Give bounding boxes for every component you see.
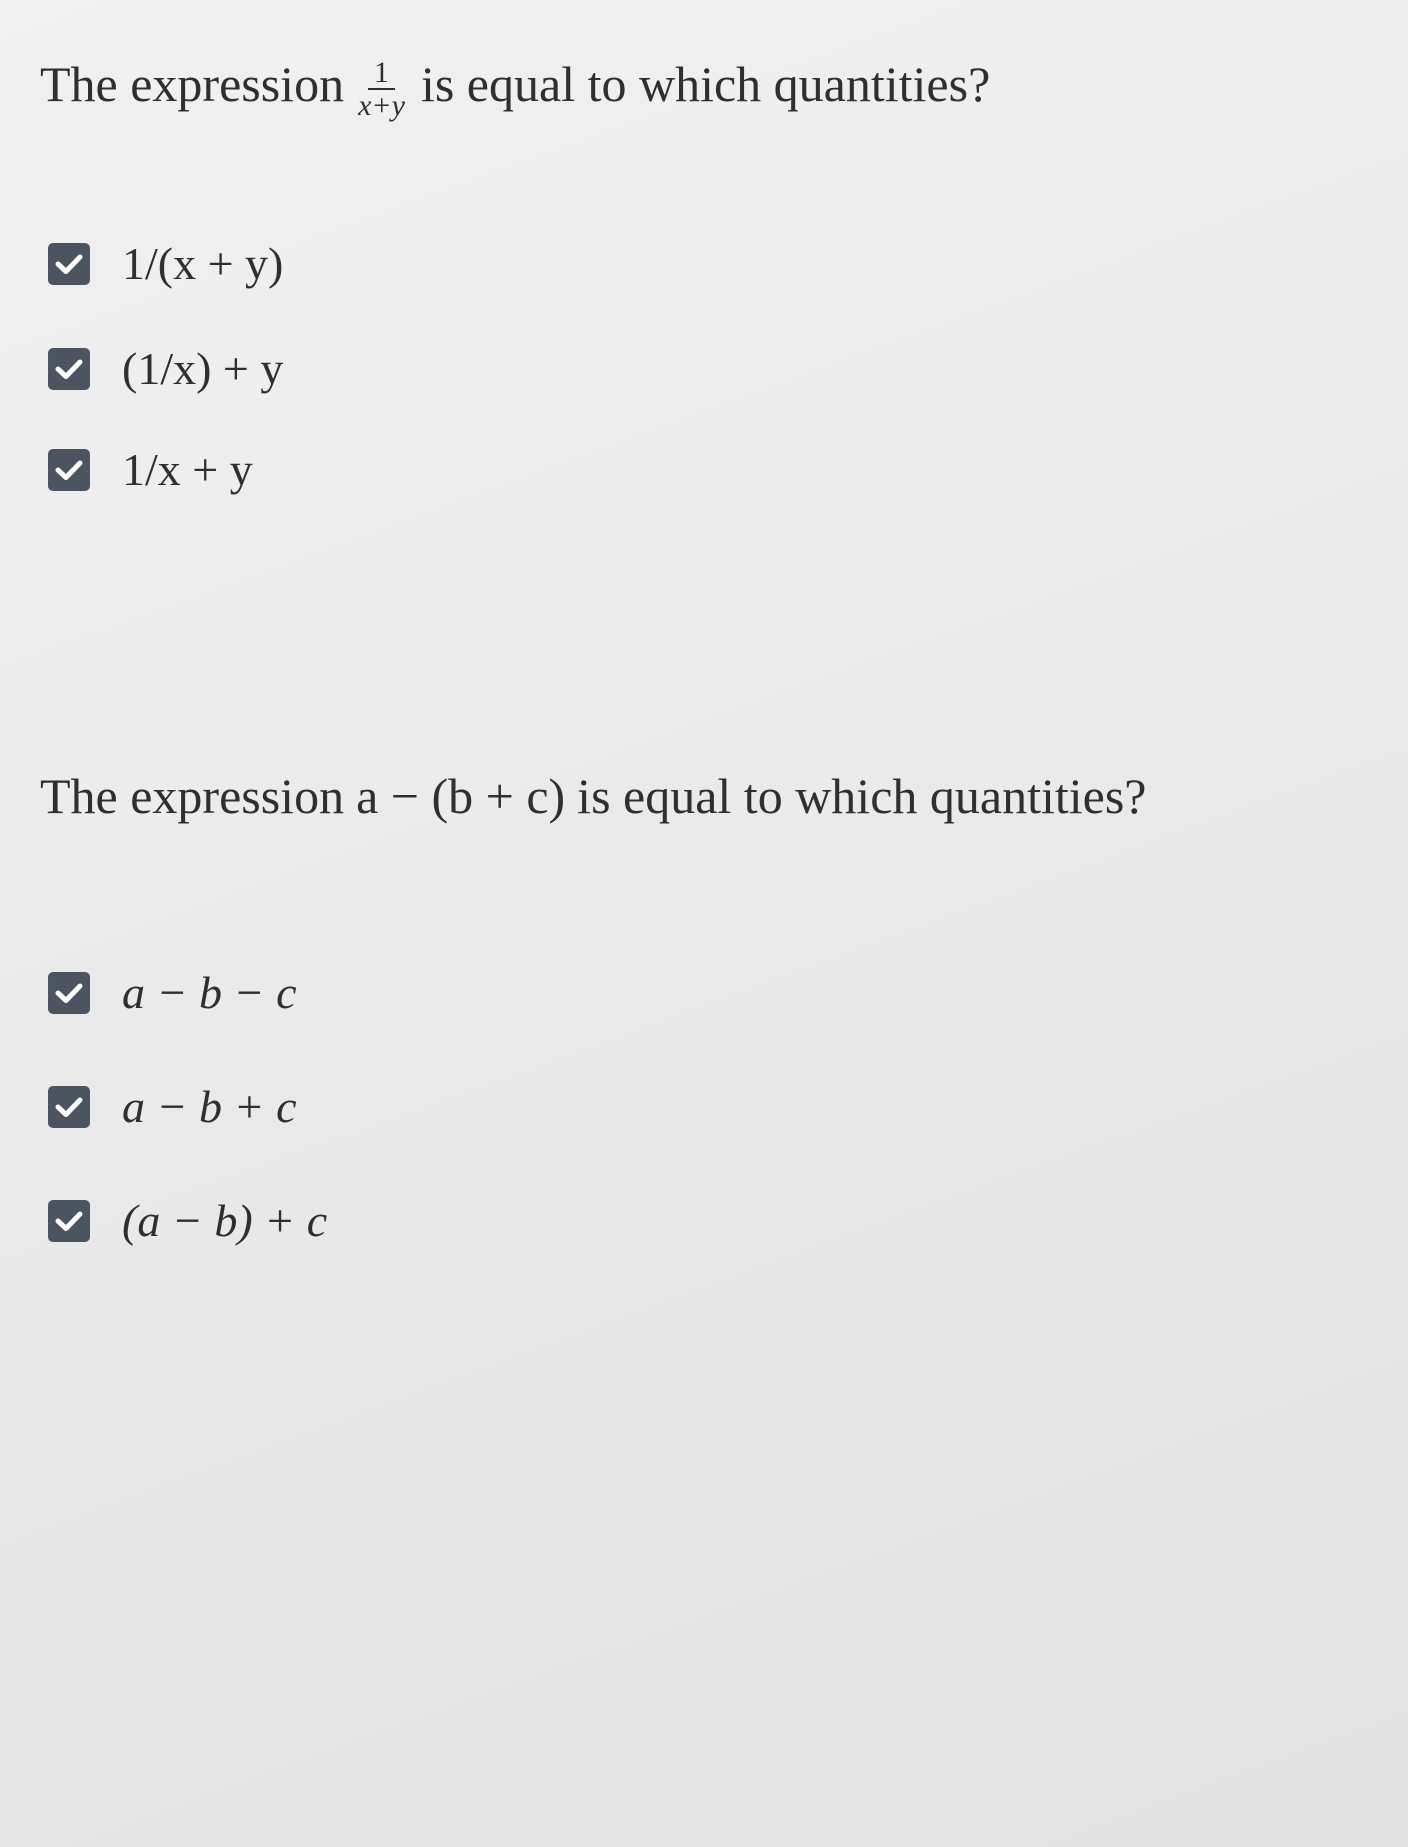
question-2-option-3[interactable]	[48, 1196, 327, 1246]
question-2-option-1[interactable]	[48, 968, 297, 1018]
option-label: (a − b) + c	[122, 1195, 328, 1246]
question-1-prefix: The expression	[40, 56, 345, 112]
question-1-suffix: is equal to which quantities?	[420, 56, 991, 112]
checkbox-checked-icon[interactable]	[48, 1086, 90, 1128]
checkbox-checked-icon[interactable]	[48, 972, 90, 1014]
fraction-numerator: 1	[368, 58, 395, 90]
option-label: 1/x + y	[122, 444, 253, 495]
question-2-math: a − (b + c)	[356, 768, 566, 824]
checkbox-checked-icon[interactable]	[48, 449, 90, 491]
checkbox-checked-icon[interactable]	[48, 243, 90, 285]
question-2-prompt	[40, 766, 1146, 826]
question-1-prompt	[40, 52, 991, 122]
question-2-prefix: The expression	[40, 768, 345, 824]
question-2-suffix: is equal to which quantities?	[577, 768, 1147, 824]
fraction-denominator: x+y	[358, 89, 405, 122]
option-label: (1/x) + y	[122, 343, 284, 394]
question-1-fraction	[358, 58, 405, 122]
question-1-option-3[interactable]	[48, 445, 253, 495]
question-1-option-1[interactable]	[48, 239, 283, 289]
checkbox-checked-icon[interactable]	[48, 348, 90, 390]
option-label: a − b − c	[122, 967, 297, 1018]
checkbox-checked-icon[interactable]	[48, 1200, 90, 1242]
option-label: a − b + c	[122, 1081, 297, 1132]
question-2-option-2[interactable]	[48, 1082, 297, 1132]
question-1-option-2[interactable]	[48, 344, 283, 394]
option-label: 1/(x + y)	[122, 238, 284, 289]
